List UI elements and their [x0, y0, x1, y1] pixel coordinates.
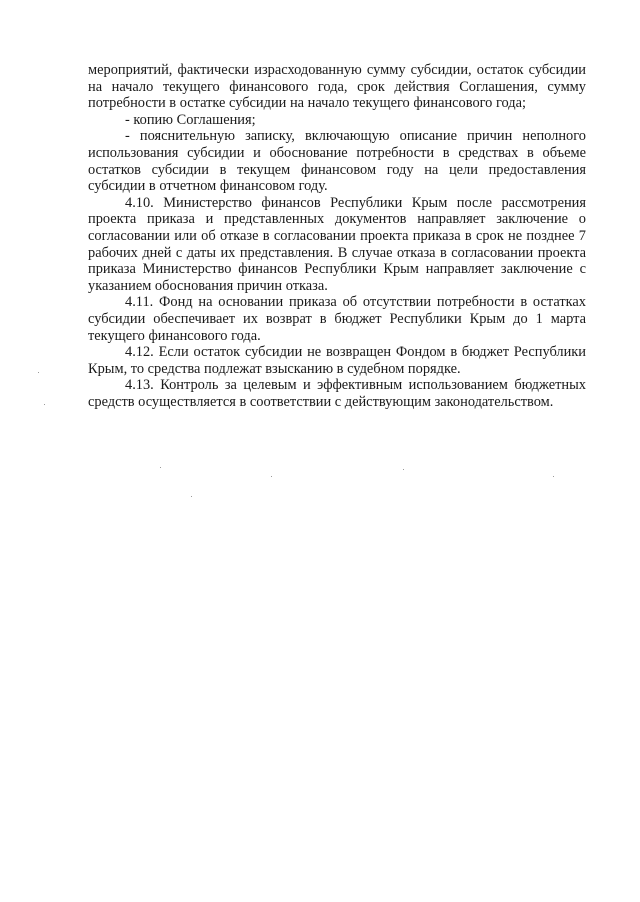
clause-4-10: 4.10. Министерство финансов Республики Крым после рассмотрения проекта приказа и представленных документов направляет заключение о согласовании или об отказе в согласовании проекта приказа в срок не позднее 7 рабочих дней с даты их представления. В случае отказа в согласовании проекта приказа Министерство финансов Республики Крым направляет заключение с указанием обоснования причин отказа. [88, 194, 586, 294]
clause-4-11: 4.11. Фонд на основании приказа об отсутствии потребности в остатках субсидии обеспечивает их возврат в бюджет Республики Крым до 1 марта текущего финансового года. [88, 294, 586, 344]
document-body [88, 62, 586, 410]
clause-4-12: 4.12. Если остаток субсидии не возвращен Фондом в бюджет Республики Крым, то средства подлежат взысканию в судебном порядке. [88, 344, 586, 377]
clause-4-13: 4.13. Контроль за целевым и эффективным использованием бюджетных средств осуществляется в соответствии с действующим законодательством. [88, 377, 586, 410]
list-item-agreement-copy: - копию Соглашения; [125, 111, 256, 128]
paragraph-continuation: мероприятий, фактически израсходованную сумму субсидии, остаток субсидии на начало текущего финансового года, срок действия Соглашения, сумму потребности в остатке субсидии на начало текущего финансового года; [88, 62, 586, 112]
list-item-explanatory-note: - пояснительную записку, включающую описание причин неполного использования субсидии и обоснование потребности в средствах в объеме остатков субсидии в текущем финансовом году на цели предоставления субсидии в отчетном финансовом году. [88, 128, 586, 195]
